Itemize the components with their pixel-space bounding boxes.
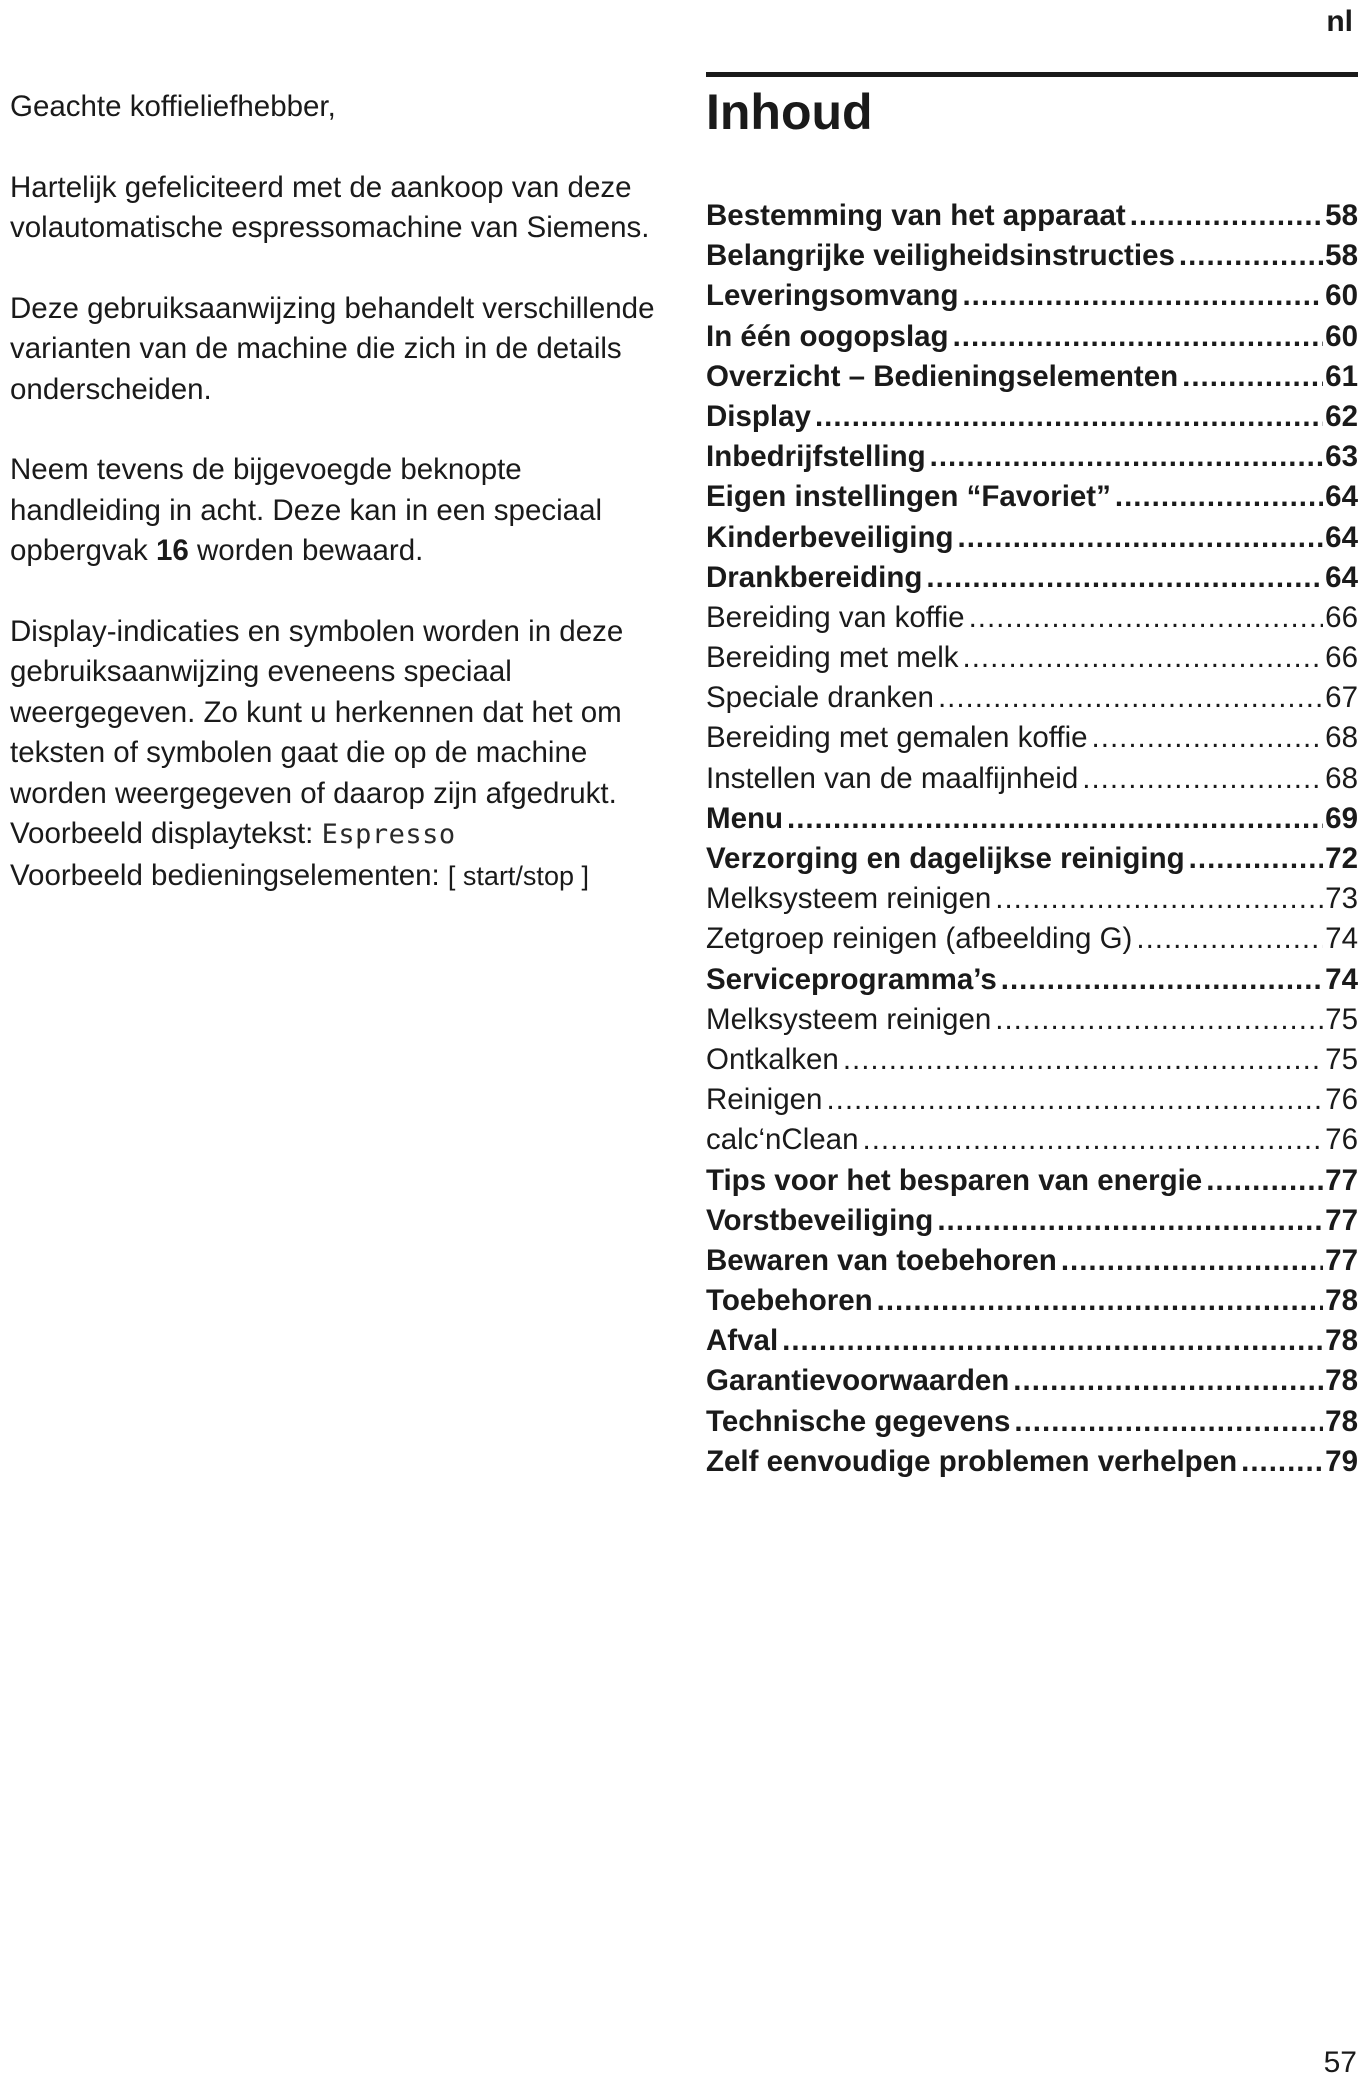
toc-entry[interactable] xyxy=(706,518,1358,558)
toc-entry-title: Bereiding met melk xyxy=(706,641,959,675)
toc-entry[interactable] xyxy=(706,1321,1358,1361)
toc-entry[interactable] xyxy=(706,1201,1358,1241)
toc-entry-title: Eigen instellingen “Favoriet” xyxy=(706,480,1111,514)
toc-leader-dots xyxy=(1014,1402,1323,1442)
toc-entry[interactable] xyxy=(706,1000,1358,1040)
toc-entry-title: Zetgroep reinigen (afbeelding G) xyxy=(706,922,1133,956)
intro-section xyxy=(10,87,680,896)
toc-entry[interactable] xyxy=(706,598,1358,638)
toc-entry[interactable] xyxy=(706,799,1358,839)
toc-entry[interactable] xyxy=(706,1281,1358,1321)
toc-entry-title: Drankbereiding xyxy=(706,560,923,594)
toc-entry-page: 78 xyxy=(1325,1324,1358,1358)
toc-entry-title: Reinigen xyxy=(706,1083,823,1117)
toc-leader-dots xyxy=(1092,718,1324,758)
toc-entry-page: 79 xyxy=(1325,1444,1358,1478)
toc-leader-dots xyxy=(1001,960,1323,1000)
toc-entry[interactable] xyxy=(706,960,1358,1000)
toc-entry[interactable] xyxy=(706,397,1358,437)
toc-entry[interactable] xyxy=(706,919,1358,959)
toc-entry-title: Verzorging en dagelijkse reiniging xyxy=(706,842,1185,875)
toc-leader-dots xyxy=(1179,236,1323,276)
toc-entry-title: Serviceprogramma’s xyxy=(706,962,997,996)
toc-entry-title: Melksysteem reinigen xyxy=(706,1002,992,1036)
toc-leader-dots xyxy=(1189,839,1324,879)
toc-leader-dots xyxy=(962,276,1323,316)
intro-paragraph-2: Deze gebruiksaanwijzing behandelt verschillende varianten van de machine die zich in de details onderscheiden. xyxy=(10,291,655,406)
toc-entry-page: 76 xyxy=(1325,1123,1358,1157)
toc-entry-title: Inbedrijfstelling xyxy=(706,440,926,474)
toc-entry-title: Belangrijke veiligheidsinstructies xyxy=(706,239,1175,273)
title-rule xyxy=(706,72,1358,77)
toc-entry-page: 77 xyxy=(1325,1243,1358,1277)
toc-entry-title: Bewaren van toebehoren xyxy=(706,1243,1057,1277)
toc-entry-title: Toebehoren xyxy=(706,1284,873,1318)
toc-leader-dots xyxy=(1115,477,1323,517)
toc-entry-page: 78 xyxy=(1325,1284,1358,1318)
toc-entry-title: Bereiding van koffie xyxy=(706,600,965,634)
example-display-line xyxy=(10,814,680,856)
toc-entry-page: 76 xyxy=(1325,1083,1358,1117)
toc-leader-dots xyxy=(787,799,1323,839)
toc-entry-title: Bereiding met gemalen koffie xyxy=(706,721,1088,755)
toc-entry-title: Display xyxy=(706,399,811,433)
toc-entry-page: 74 xyxy=(1325,922,1358,956)
toc-entry[interactable] xyxy=(706,839,1358,879)
toc-entry-title: Menu xyxy=(706,801,784,835)
toc-leader-dots xyxy=(995,879,1323,919)
toc-list xyxy=(706,196,1358,1482)
toc-leader-dots xyxy=(958,518,1324,558)
example-control-value: [ start/stop ] xyxy=(447,860,589,891)
toc-entry[interactable] xyxy=(706,1241,1358,1281)
paragraph-3-text-start: Neem tevens de bijgevoegde beknopte handleiding in acht. Deze kan in een speciaal opbergvak xyxy=(10,453,603,567)
toc-entry-page: 64 xyxy=(1325,560,1358,594)
toc-entry-title: Vorstbeveiliging xyxy=(706,1203,934,1237)
toc-leader-dots xyxy=(826,1080,1323,1120)
toc-entry-page: 66 xyxy=(1325,641,1358,675)
toc-entry[interactable] xyxy=(706,477,1358,517)
toc-leader-dots xyxy=(938,678,1323,718)
toc-leader-dots xyxy=(926,558,1323,598)
toc-leader-dots xyxy=(1182,357,1323,397)
toc-entry[interactable] xyxy=(706,1120,1358,1160)
toc-entry-page: 75 xyxy=(1325,1002,1358,1036)
toc-entry-title: Kinderbeveiliging xyxy=(706,520,954,554)
toc-entry-page: 75 xyxy=(1325,1042,1358,1076)
toc-leader-dots xyxy=(1061,1241,1323,1281)
toc-entry-page: 67 xyxy=(1325,681,1358,715)
toc-leader-dots xyxy=(815,397,1323,437)
toc-entry-page: 69 xyxy=(1325,801,1358,835)
toc-leader-dots xyxy=(863,1120,1324,1160)
toc-entry-page: 77 xyxy=(1325,1163,1358,1197)
example-control-line xyxy=(10,856,680,897)
toc-entry-page: 68 xyxy=(1325,721,1358,755)
intro-paragraph-3 xyxy=(10,450,680,572)
toc-entry-page: 78 xyxy=(1325,1364,1358,1398)
toc-title: Inhoud xyxy=(706,84,873,140)
greeting: Geachte koffieliefhebber, xyxy=(10,90,336,123)
toc-leader-dots xyxy=(963,638,1324,678)
toc-entry-page: 61 xyxy=(1325,359,1358,393)
toc-entry-page: 63 xyxy=(1325,440,1358,474)
toc-entry[interactable] xyxy=(706,1402,1358,1442)
toc-entry-page: 58 xyxy=(1325,239,1358,273)
toc-entry-page: 58 xyxy=(1325,199,1358,232)
intro-paragraph-1: Hartelijk gefeliciteerd met de aankoop van deze volautomatische espressomachine van Siemens. xyxy=(10,170,650,244)
toc-entry[interactable] xyxy=(706,558,1358,598)
toc-entry-title: calc‘nClean xyxy=(706,1123,859,1157)
toc-entry-title: Bestemming van het apparaat xyxy=(706,199,1126,232)
toc-leader-dots xyxy=(937,1201,1323,1241)
toc-entry-page: 66 xyxy=(1325,600,1358,634)
toc-entry-page: 64 xyxy=(1325,480,1358,514)
toc-leader-dots xyxy=(1241,1442,1323,1482)
toc-entry-title: Technische gegevens xyxy=(706,1404,1011,1438)
toc-leader-dots xyxy=(1206,1161,1323,1201)
toc-entry[interactable] xyxy=(706,1040,1358,1080)
storage-compartment-number: 16 xyxy=(155,534,189,567)
toc-entry-title: In één oogopslag xyxy=(706,319,949,353)
toc-entry-title: Zelf eenvoudige problemen verhelpen xyxy=(706,1444,1238,1478)
toc-leader-dots xyxy=(969,598,1324,638)
toc-leader-dots xyxy=(930,437,1324,477)
toc-entry-title: Leveringsomvang xyxy=(706,279,959,313)
page-number: 57 xyxy=(1323,2046,1357,2079)
toc-entry-page: 68 xyxy=(1325,761,1358,795)
toc-entry[interactable] xyxy=(706,678,1358,718)
toc-entry[interactable] xyxy=(706,1161,1358,1201)
toc-leader-dots xyxy=(995,1000,1323,1040)
toc-leader-dots xyxy=(953,317,1324,357)
toc-leader-dots xyxy=(1130,196,1323,236)
language-tag: nl xyxy=(1326,5,1353,38)
toc-entry-page: 60 xyxy=(1325,319,1358,353)
toc-leader-dots xyxy=(877,1281,1324,1321)
toc-entry[interactable] xyxy=(706,1442,1358,1482)
toc-leader-dots xyxy=(843,1040,1323,1080)
example-display-label: Voorbeeld displaytekst: xyxy=(10,817,322,850)
toc-entry-page: 64 xyxy=(1325,520,1358,554)
toc-entry[interactable] xyxy=(706,638,1358,678)
toc-entry-page: 72 xyxy=(1325,842,1358,875)
toc-entry-title: Overzicht – Bedieningselementen xyxy=(706,359,1179,393)
toc-entry[interactable] xyxy=(706,1361,1358,1401)
toc-leader-dots xyxy=(1013,1361,1323,1401)
example-display-value: Espresso xyxy=(321,819,456,850)
toc-leader-dots xyxy=(1082,759,1323,799)
toc-entry-title: Melksysteem reinigen xyxy=(706,882,992,916)
toc-entry-page: 73 xyxy=(1325,882,1358,916)
toc-entry[interactable] xyxy=(706,276,1358,316)
toc-entry-title: Garantievoorwaarden xyxy=(706,1364,1010,1398)
toc-entry-title: Speciale dranken xyxy=(706,681,934,715)
toc-entry-title: Instellen van de maalfijnheid xyxy=(706,761,1079,795)
toc-leader-dots xyxy=(782,1321,1323,1361)
toc-entry-title: Tips voor het besparen van energie xyxy=(706,1163,1203,1197)
toc-entry[interactable] xyxy=(706,879,1358,919)
toc-entry[interactable] xyxy=(706,1080,1358,1120)
toc-entry-page: 77 xyxy=(1325,1203,1358,1237)
paragraph-3-text-end: worden bewaard. xyxy=(188,534,424,567)
toc-entry[interactable] xyxy=(706,196,1358,236)
toc-entry[interactable] xyxy=(706,317,1358,357)
toc-entry[interactable] xyxy=(706,718,1358,758)
intro-paragraph-4: Display-indicaties en symbolen worden in deze gebruiksaanwijzing eveneens speciaal weergegeven. Zo kunt u herkennen dat het om teksten of symbolen gaat die op de machine worden weergegeven of daarop zijn afgedrukt. xyxy=(10,614,624,810)
toc-entry-page: 78 xyxy=(1325,1404,1358,1438)
toc-entry[interactable] xyxy=(706,759,1358,799)
toc-entry-page: 74 xyxy=(1325,962,1358,996)
toc-entry-title: Ontkalken xyxy=(706,1042,839,1076)
toc-entry-title: Afval xyxy=(706,1324,779,1358)
toc-leader-dots xyxy=(1136,919,1323,959)
toc-entry[interactable] xyxy=(706,437,1358,477)
example-control-label: Voorbeeld bedieningselementen: xyxy=(10,858,448,892)
toc-entry[interactable] xyxy=(706,236,1358,276)
toc-entry-page: 60 xyxy=(1325,279,1358,313)
toc-entry[interactable] xyxy=(706,357,1358,397)
toc-entry-page: 62 xyxy=(1325,399,1358,433)
